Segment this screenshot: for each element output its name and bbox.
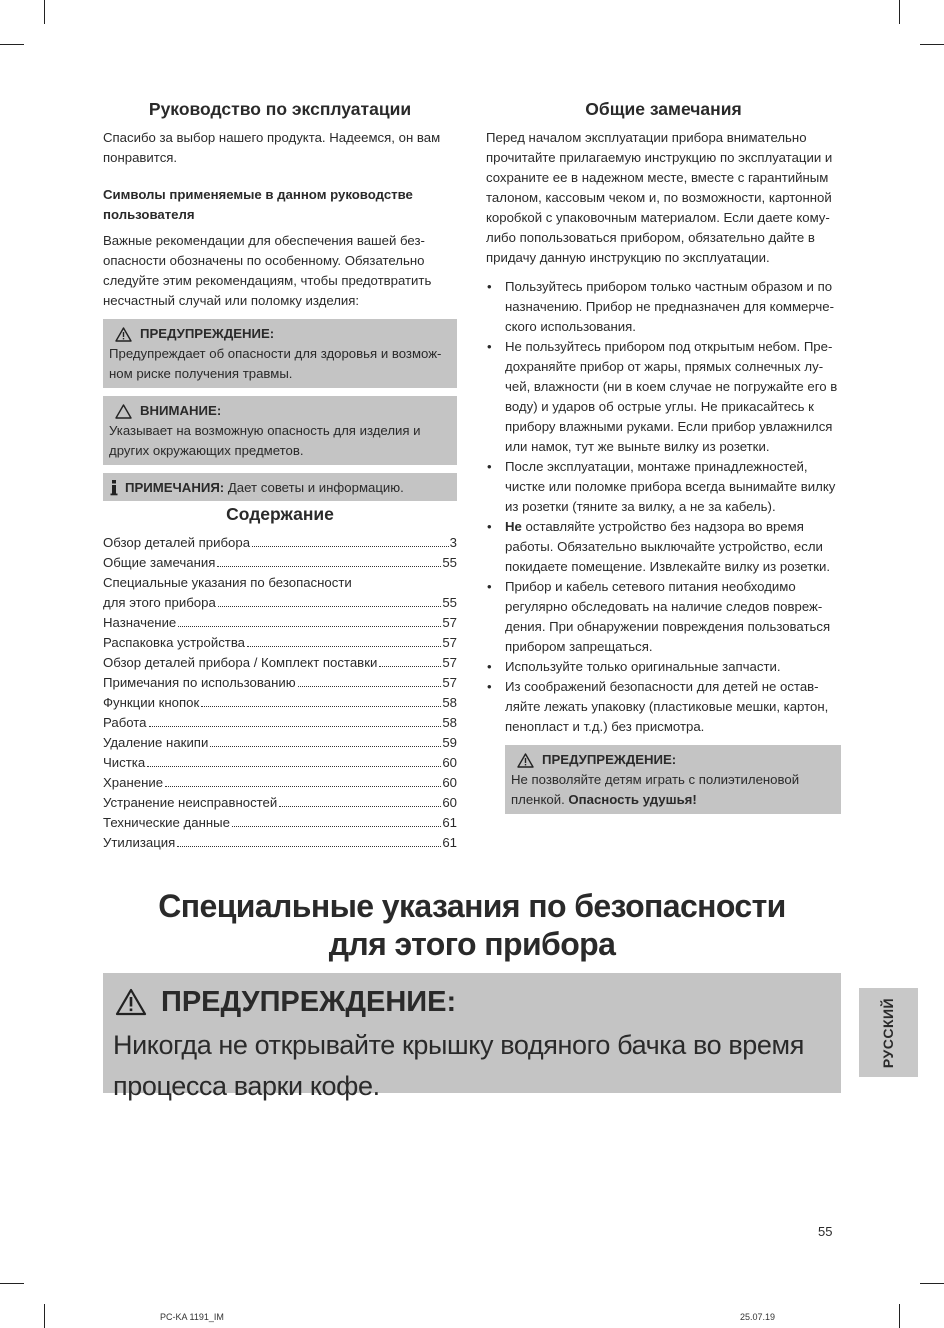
crop-mark xyxy=(44,0,45,24)
toc-label: Обзор деталей прибора xyxy=(103,535,251,550)
toc-leader-dots xyxy=(217,566,441,567)
toc-leader-dots xyxy=(279,806,441,807)
warning-legend-text: Предупреждает об опасности для здоровья и возможном риске получения травмы. xyxy=(109,346,442,381)
toc-leader-dots xyxy=(210,746,441,747)
list-item-emphasis: Не xyxy=(505,519,522,534)
toc-page: 3 xyxy=(449,535,457,550)
toc-leader-dots xyxy=(178,626,441,627)
toc-leader-dots xyxy=(247,646,441,647)
toc-leader-dots xyxy=(177,846,441,847)
list-item-text: Прибор и кабель сетевого питания необходимо регулярно обследовать на наличие следов повреждения. При обнаружении повреждения пользоваться прибором запрещаться. xyxy=(505,579,831,654)
manual-title: Руководство по эксплуатации xyxy=(148,99,412,119)
child-warning-title: ПРЕДУПРЕЖДЕНИЕ: xyxy=(542,752,677,767)
symbols-heading: Символы применяемые в данном руководстве пользователя xyxy=(103,187,413,222)
toc-row xyxy=(103,753,457,773)
toc-leader-dots xyxy=(298,686,442,687)
toc-label: для этого прибора xyxy=(103,595,216,610)
page-number: 55 xyxy=(818,1224,833,1239)
list-item-text: Используйте только оригинальные запчасти. xyxy=(505,659,781,674)
toc-row xyxy=(103,833,457,853)
footer-doc-id: PC-KA 1191_IM xyxy=(160,1312,224,1322)
toc-label: Функции кнопок xyxy=(103,695,200,710)
toc-row xyxy=(103,653,457,673)
child-warning-bold: Опасность удушья! xyxy=(568,792,697,807)
toc-page: 57 xyxy=(442,655,457,670)
crop-mark xyxy=(920,44,944,45)
crop-mark xyxy=(44,1304,45,1328)
toc-page: 61 xyxy=(442,815,457,830)
right-column xyxy=(486,96,841,814)
general-notes-intro: Перед началом эксплуатации прибора внимательно прочитайте прилагаемую инструкцию по эксплуатации и сохраните ее в надежном месте, вместе с гарантийным талоном, кассовым чеком и, по возможности, картонной коробкой с упаковочным материалом. Если даете кому-либо попользоваться прибором, обязательно дайте в придачу данную инструкцию по эксплуатации. xyxy=(486,130,833,265)
coffee-warning-box xyxy=(103,973,841,1101)
general-notes-list xyxy=(486,277,841,737)
toc-label: Хранение xyxy=(103,775,164,790)
toc-row xyxy=(103,813,457,833)
toc-page: 60 xyxy=(442,775,457,790)
language-tab-label: РУССКИЙ xyxy=(880,997,897,1068)
toc-leader-dots xyxy=(232,826,441,827)
toc-leader-dots xyxy=(165,786,441,787)
note-legend-box xyxy=(103,473,457,501)
list-item-text: оставляйте устройство без надзора во время работы. Обязательно выключайте устройство, если покидаете помещение. Извлекайте вилку из розетки. xyxy=(505,519,831,574)
toc-leader-dots xyxy=(218,606,442,607)
list-item-text: После эксплуатации, монтаже принадлежностей, чистке или поломке прибора всегда вынимайте вилку из розетки (тяните за вилку, а не за кабель). xyxy=(505,459,836,514)
safety-title-line2: для этого прибора xyxy=(328,926,616,962)
child-warning-box xyxy=(505,745,841,814)
toc-label: Примечания по использованию xyxy=(103,675,296,690)
warning-triangle-icon xyxy=(115,988,147,1016)
toc-label: Распаковка устройства xyxy=(103,635,246,650)
list-item xyxy=(486,517,841,577)
left-column xyxy=(103,96,457,853)
caution-legend-title: ВНИМАНИЕ: xyxy=(140,403,222,418)
table-of-contents xyxy=(103,533,457,853)
toc-row xyxy=(103,553,457,573)
toc-label: Назначение xyxy=(103,615,177,630)
toc-leader-dots xyxy=(201,706,441,707)
toc-row xyxy=(103,533,457,553)
toc-row xyxy=(103,633,457,653)
toc-label: Общие замечания xyxy=(103,555,216,570)
list-item xyxy=(486,677,841,737)
symbols-text: Важные рекомендации для обеспечения вашей безопасности обозначены по особенному. Обязательно следуйте этим рекомендациям, чтобы предотвратить несчастный случай или поломку изделия: xyxy=(103,233,432,308)
general-notes-title: Общие замечания xyxy=(585,99,742,119)
toc-label: Работа xyxy=(103,715,147,730)
toc-page: 55 xyxy=(442,555,457,570)
footer-date: 25.07.19 xyxy=(740,1312,776,1322)
toc-row xyxy=(103,573,457,593)
toc-row xyxy=(103,733,457,753)
toc-leader-dots xyxy=(252,546,449,547)
list-item-text: Не пользуйтесь прибором под открытым небом. Предохраняйте прибор от жары, прямых солнечных лучей, влажности (ни в коем случае не погружайте его в воду) и ударов об острые углы. Не прикасайтесь к прибору влажными руками. Если прибор увлажнился или намок, тут же выньте вилку из розетки. xyxy=(505,339,838,454)
warning-legend-title: ПРЕДУПРЕЖДЕНИЕ: xyxy=(140,326,275,341)
toc-label: Чистка xyxy=(103,755,146,770)
toc-label: Обзор деталей прибора / Комплект поставки xyxy=(103,655,378,670)
child-warning-text: Не позволяйте детям играть с полиэтиленовой пленкой. xyxy=(511,772,800,807)
list-item xyxy=(486,277,841,337)
toc-page: 59 xyxy=(442,735,457,750)
note-legend-text: Дает советы и информацию. xyxy=(227,480,404,495)
toc-label: Устранение неисправностей xyxy=(103,795,278,810)
toc-row xyxy=(103,693,457,713)
toc-page: 58 xyxy=(442,695,457,710)
caution-triangle-icon xyxy=(115,404,132,419)
crop-mark xyxy=(899,1304,900,1328)
toc-page: 55 xyxy=(442,595,457,610)
toc-page: 57 xyxy=(442,615,457,630)
toc-title: Содержание xyxy=(226,504,334,524)
crop-mark xyxy=(920,1283,944,1284)
toc-page: 61 xyxy=(442,835,457,850)
safety-title-line1: Специальные указания по безопасности xyxy=(158,888,786,924)
list-item xyxy=(486,457,841,517)
toc-row xyxy=(103,793,457,813)
coffee-warning-text: Никогда не открывайте крышку водяного бачка во время процесса варки кофе. xyxy=(113,1030,804,1101)
toc-row xyxy=(103,593,457,613)
list-item xyxy=(486,657,841,677)
intro-text: Спасибо за выбор нашего продукта. Надеемся, он вам понравится. xyxy=(103,130,441,165)
crop-mark xyxy=(899,0,900,24)
warning-triangle-icon xyxy=(517,753,534,768)
toc-row xyxy=(103,773,457,793)
caution-legend-text: Указывает на возможную опасность для изделия и других окружающих предметов. xyxy=(109,423,421,458)
toc-page: 58 xyxy=(442,715,457,730)
toc-label: Специальные указания по безопасности xyxy=(103,575,352,590)
toc-row xyxy=(103,673,457,693)
crop-mark xyxy=(0,44,24,45)
list-item-text: Пользуйтесь прибором только частным образом и по назначению. Прибор не предназначен для коммерческого использования. xyxy=(505,279,835,334)
warning-triangle-icon xyxy=(115,327,132,342)
toc-page: 57 xyxy=(442,635,457,650)
coffee-warning-title: ПРЕДУПРЕЖДЕНИЕ: xyxy=(161,986,457,1018)
list-item xyxy=(486,577,841,657)
list-item-text: Из соображений безопасности для детей не оставляйте лежать упаковку (пластиковые мешки, картон, пенопласт и т.д.) без присмотра. xyxy=(505,679,829,734)
toc-row xyxy=(103,613,457,633)
warning-legend-box xyxy=(103,319,457,388)
list-item xyxy=(486,337,841,457)
toc-leader-dots xyxy=(147,766,441,767)
safety-title xyxy=(103,887,841,963)
toc-page: 60 xyxy=(442,795,457,810)
toc-page: 60 xyxy=(442,755,457,770)
toc-label: Удаление накипи xyxy=(103,735,209,750)
note-legend-title: ПРИМЕЧАНИЯ: xyxy=(125,480,225,495)
toc-page: 57 xyxy=(442,675,457,690)
toc-row xyxy=(103,713,457,733)
toc-label: Технические данные xyxy=(103,815,230,830)
toc-leader-dots xyxy=(379,666,441,667)
toc-label: Утилизация xyxy=(103,835,176,850)
toc-leader-dots xyxy=(149,726,442,727)
caution-legend-box xyxy=(103,396,457,465)
info-icon xyxy=(109,480,119,496)
crop-mark xyxy=(0,1283,24,1284)
language-tab xyxy=(859,988,918,1077)
